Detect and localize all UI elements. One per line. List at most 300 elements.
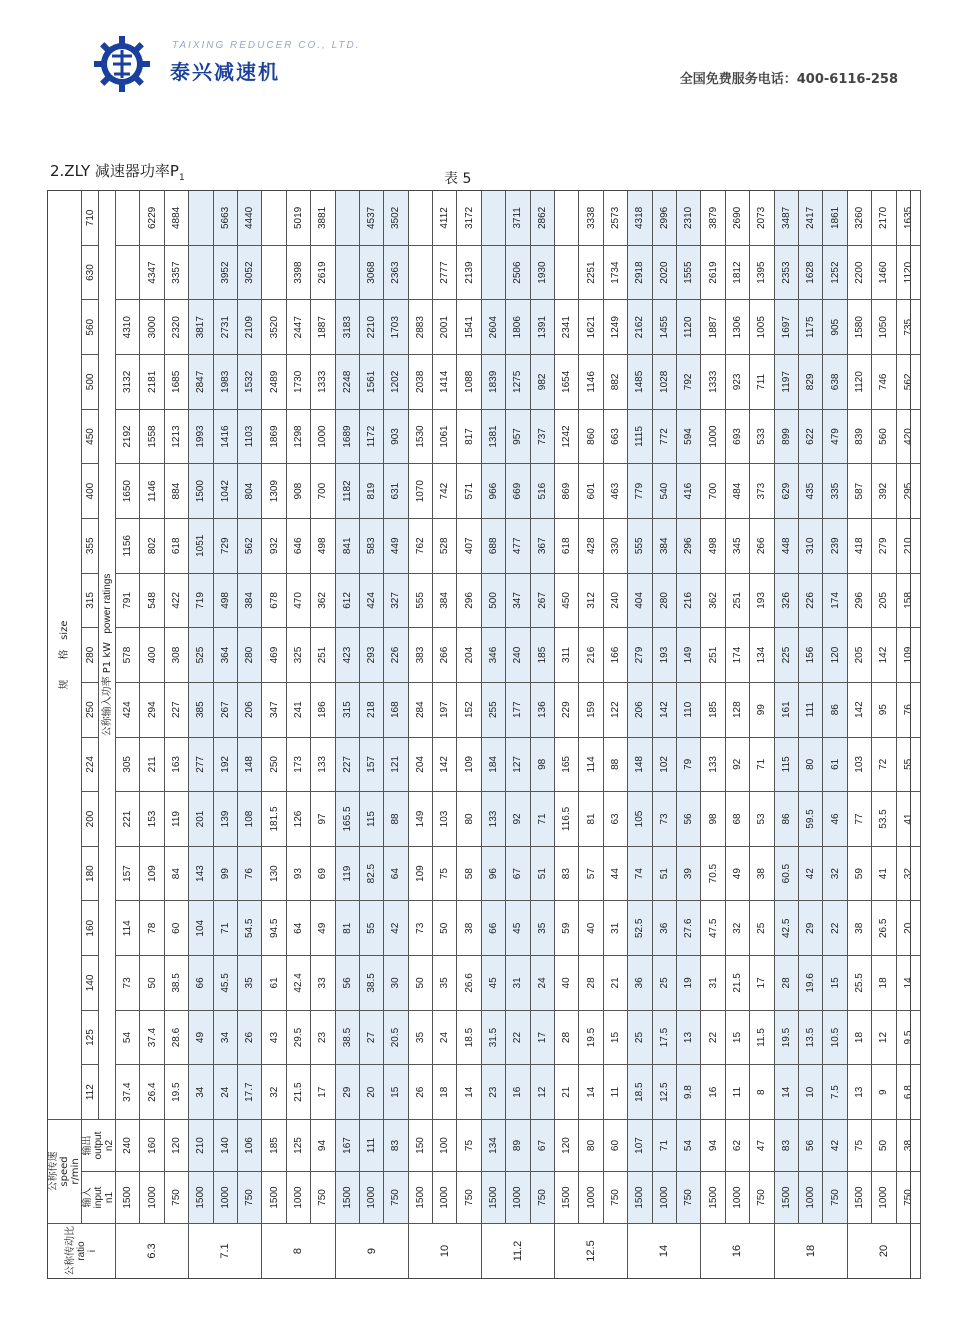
power-cell: 31 <box>603 901 627 956</box>
power-cell: 638 <box>823 355 847 410</box>
power-cell: 612 <box>335 573 359 628</box>
power-cell: 1930 <box>530 245 554 300</box>
power-cell: 839 <box>847 409 871 464</box>
power-cell: 142 <box>652 682 676 737</box>
power-cell: 1051 <box>189 518 213 573</box>
power-cell: 38.5 <box>359 956 383 1011</box>
table-row <box>262 191 286 1279</box>
power-cell: 35 <box>433 956 457 1011</box>
power-cell: 86 <box>774 792 798 847</box>
power-cell: 38 <box>750 846 774 901</box>
power-cell: 35 <box>237 956 261 1011</box>
output-speed-cell: 42 <box>823 1120 847 1172</box>
table-label: 表 5 <box>444 171 472 187</box>
power-cell: 1061 <box>433 409 457 464</box>
service-hotline: 全国免费服务电话：400-6116-258 <box>679 72 898 87</box>
power-cell: 3183 <box>335 300 359 355</box>
power-cell: 163 <box>164 737 188 792</box>
power-cell: 1333 <box>701 355 725 410</box>
power-cell: 3817 <box>189 300 213 355</box>
power-cell: 1197 <box>774 355 798 410</box>
input-header-symbol: n1 <box>104 1191 115 1204</box>
power-cell: 449 <box>384 518 408 573</box>
power-cell: 347 <box>506 573 530 628</box>
power-cell: 528 <box>433 518 457 573</box>
power-cell: 325 <box>286 628 310 683</box>
output-speed-cell: 185 <box>262 1120 286 1172</box>
power-cell: 540 <box>652 464 676 519</box>
power-cell: 50 <box>433 901 457 956</box>
power-cell: 43 <box>262 1010 286 1065</box>
power-cell: 1115 <box>628 409 652 464</box>
input-speed-cell: 1000 <box>652 1172 676 1224</box>
power-cell: 69 <box>311 846 335 901</box>
power-cell: 109 <box>896 628 921 683</box>
power-cell: 469 <box>262 628 286 683</box>
power-cell: 2251 <box>579 245 603 300</box>
power-cell: 2918 <box>628 245 652 300</box>
table-row <box>872 191 896 1279</box>
power-cell: 2320 <box>164 300 188 355</box>
speed-header-unit: r/min <box>70 1158 81 1185</box>
power-cell <box>335 191 359 246</box>
power-cell: 38 <box>847 901 871 956</box>
power-cell: 384 <box>237 573 261 628</box>
power-cell: 982 <box>530 355 554 410</box>
power-cell: 470 <box>286 573 310 628</box>
power-cell: 49 <box>311 901 335 956</box>
power-cell: 296 <box>676 518 700 573</box>
power-cell: 53.5 <box>872 792 896 847</box>
power-cell: 1887 <box>311 300 335 355</box>
power-cell: 77 <box>847 792 871 847</box>
input-speed-cell: 1500 <box>774 1172 798 1224</box>
power-cell: 32 <box>896 846 921 901</box>
power-cell: 21.5 <box>725 956 749 1011</box>
size-column-header: 280 <box>82 628 99 683</box>
power-cell: 88 <box>384 792 408 847</box>
power-cell: 149 <box>676 628 700 683</box>
power-cell: 308 <box>164 628 188 683</box>
power-cell: 296 <box>847 573 871 628</box>
power-cell: 25 <box>750 901 774 956</box>
power-cell: 15 <box>384 1065 408 1120</box>
input-speed-cell: 1500 <box>628 1172 652 1224</box>
power-cell: 1156 <box>116 518 140 573</box>
output-speed-cell: 67 <box>530 1120 554 1172</box>
power-cell: 663 <box>603 409 627 464</box>
power-cell: 1175 <box>798 300 822 355</box>
power-cell: 218 <box>359 682 383 737</box>
power-cell: 1000 <box>701 409 725 464</box>
power-cell: 186 <box>311 682 335 737</box>
power-cell: 227 <box>164 682 188 737</box>
power-cell: 192 <box>213 737 237 792</box>
power-cell: 392 <box>872 464 896 519</box>
power-cell: 1391 <box>530 300 554 355</box>
power-cell: 204 <box>408 737 432 792</box>
power-cell: 66 <box>481 901 505 956</box>
power-cell: 142 <box>433 737 457 792</box>
power-cell: 66 <box>189 956 213 1011</box>
power-cell: 310 <box>798 518 822 573</box>
power-cell: 2847 <box>189 355 213 410</box>
size-column-header: 355 <box>82 518 99 573</box>
power-cell: 2996 <box>652 191 676 246</box>
power-cell: 1460 <box>872 245 896 300</box>
power-cell: 251 <box>725 573 749 628</box>
power-cell: 22 <box>701 1010 725 1065</box>
power-cell: 3879 <box>701 191 725 246</box>
power-cell: 555 <box>408 573 432 628</box>
power-cell: 28 <box>579 956 603 1011</box>
power-cell: 29 <box>335 1065 359 1120</box>
power-cell: 204 <box>457 628 481 683</box>
power-cell: 64 <box>286 901 310 956</box>
size-column-header: 180 <box>82 846 99 901</box>
power-cell: 2447 <box>286 300 310 355</box>
size-column-header: 710 <box>82 191 99 246</box>
power-cell: 311 <box>555 628 579 683</box>
power-cell: 1213 <box>164 409 188 464</box>
output-speed-cell: 106 <box>237 1120 261 1172</box>
power-cell: 31 <box>506 956 530 1011</box>
power-cell: 37.4 <box>140 1010 164 1065</box>
input-speed-cell: 1500 <box>189 1172 213 1224</box>
input-speed-cell: 1500 <box>701 1172 725 1224</box>
power-cell: 966 <box>481 464 505 519</box>
power-cell: 68 <box>725 792 749 847</box>
power-cell: 583 <box>359 518 383 573</box>
power-cell: 346 <box>481 628 505 683</box>
output-speed-cell: 89 <box>506 1120 530 1172</box>
input-speed-cell: 1000 <box>359 1172 383 1224</box>
power-cell: 35 <box>408 1010 432 1065</box>
power-cell: 477 <box>506 518 530 573</box>
power-cell: 423 <box>335 628 359 683</box>
power-cell: 50 <box>140 956 164 1011</box>
power-cell: 2001 <box>433 300 457 355</box>
power-cell: 562 <box>896 355 921 410</box>
size-column-header: 400 <box>82 464 99 519</box>
input-speed-cell: 750 <box>676 1172 700 1224</box>
power-cell: 2109 <box>237 300 261 355</box>
power-cell: 20 <box>896 901 921 956</box>
input-speed-cell: 1000 <box>506 1172 530 1224</box>
power-cell: 1120 <box>847 355 871 410</box>
power-cell: 25 <box>652 956 676 1011</box>
power-cell: 70.5 <box>701 846 725 901</box>
output-speed-cell: 83 <box>774 1120 798 1172</box>
power-cell: 142 <box>872 628 896 683</box>
power-cell: 899 <box>774 409 798 464</box>
power-cell: 58 <box>457 846 481 901</box>
power-cell: 1005 <box>750 300 774 355</box>
power-cell: 3052 <box>237 245 261 300</box>
power-cell: 364 <box>213 628 237 683</box>
input-speed-cell: 1000 <box>286 1172 310 1224</box>
power-cell: 9.5 <box>896 1010 921 1065</box>
section-title-subscript: 1 <box>178 173 185 183</box>
power-cell: 63 <box>603 792 627 847</box>
power-cell: 1252 <box>823 245 847 300</box>
table-row <box>335 191 359 1279</box>
power-cell: 373 <box>750 464 774 519</box>
power-cell: 14 <box>896 956 921 1011</box>
input-speed-cell: 1500 <box>116 1172 140 1224</box>
power-cell: 22 <box>506 1010 530 1065</box>
power-cell: 18 <box>872 956 896 1011</box>
power-cell: 362 <box>311 573 335 628</box>
power-cell: 1395 <box>750 245 774 300</box>
power-cell: 72 <box>872 737 896 792</box>
power-cell: 817 <box>457 409 481 464</box>
power-cell: 1088 <box>457 355 481 410</box>
table-row <box>652 191 676 1279</box>
power-cell: 21.5 <box>286 1065 310 1120</box>
power-cell: 1730 <box>286 355 310 410</box>
power-cell: 114 <box>579 737 603 792</box>
power-cell: 1806 <box>506 300 530 355</box>
power-cell: 905 <box>823 300 847 355</box>
power-cell: 142 <box>847 682 871 737</box>
power-cell: 226 <box>384 628 408 683</box>
power-cell: 109 <box>140 846 164 901</box>
power-cell: 98 <box>530 737 554 792</box>
power-cell: 40 <box>579 901 603 956</box>
power-cell: 159 <box>579 682 603 737</box>
power-cell: 2417 <box>798 191 822 246</box>
power-cell: 174 <box>823 573 847 628</box>
output-speed-cell: 125 <box>286 1120 310 1172</box>
power-cell: 869 <box>555 464 579 519</box>
size-column-header: 140 <box>82 956 99 1011</box>
power-cell: 98 <box>701 792 725 847</box>
power-cell: 29 <box>798 901 822 956</box>
input-speed-cell: 1000 <box>579 1172 603 1224</box>
output-header-symbol: n2 <box>104 1139 115 1152</box>
table-row <box>847 191 871 1279</box>
power-cell: 92 <box>506 792 530 847</box>
power-cell: 120 <box>823 628 847 683</box>
power-cell: 860 <box>579 409 603 464</box>
ratio-cell: 10 <box>408 1224 481 1279</box>
header-row-2 <box>82 191 99 1279</box>
power-cell: 1555 <box>676 245 700 300</box>
power-cell: 383 <box>408 628 432 683</box>
power-cell: 59 <box>555 901 579 956</box>
power-cell: 560 <box>872 409 896 464</box>
power-cell: 829 <box>798 355 822 410</box>
power-cell: 3000 <box>140 300 164 355</box>
power-cell: 59.5 <box>798 792 822 847</box>
power-cell: 957 <box>506 409 530 464</box>
power-cell: 562 <box>237 518 261 573</box>
power-cell: 18 <box>433 1065 457 1120</box>
power-cell <box>555 191 579 246</box>
size-column-header: 315 <box>82 573 99 628</box>
power-cell: 1654 <box>555 355 579 410</box>
power-cell: 241 <box>286 682 310 737</box>
power-cell: 26.5 <box>872 901 896 956</box>
size-column-header: 160 <box>82 901 99 956</box>
power-cell: 416 <box>676 464 700 519</box>
power-cell: 18 <box>847 1010 871 1065</box>
power-cell: 1298 <box>286 409 310 464</box>
power-cell: 157 <box>116 846 140 901</box>
power-cell: 67 <box>506 846 530 901</box>
power-cell: 166 <box>603 628 627 683</box>
power-cell: 51 <box>652 846 676 901</box>
power-cell: 11 <box>725 1065 749 1120</box>
power-cell: 3068 <box>359 245 383 300</box>
power-cell: 279 <box>872 518 896 573</box>
output-speed-cell: 120 <box>555 1120 579 1172</box>
power-cell: 3711 <box>506 191 530 246</box>
power-cell: 772 <box>652 409 676 464</box>
power-cell: 26.6 <box>457 956 481 1011</box>
power-cell: 46 <box>823 792 847 847</box>
power-cell: 2619 <box>311 245 335 300</box>
power-cell: 424 <box>359 573 383 628</box>
power-cell: 2181 <box>140 355 164 410</box>
input-speed-cell: 750 <box>603 1172 627 1224</box>
power-cell: 2731 <box>213 300 237 355</box>
power-cell <box>408 245 432 300</box>
power-cell: 295 <box>896 464 921 519</box>
speed-header <box>48 1120 82 1224</box>
power-cell: 111 <box>798 682 822 737</box>
power-cell: 73 <box>408 901 432 956</box>
table-row <box>774 191 798 1279</box>
power-cell: 1869 <box>262 409 286 464</box>
power-cell <box>408 191 432 246</box>
power-cell: 47.5 <box>701 901 725 956</box>
power-cell: 3260 <box>847 191 871 246</box>
power-cell: 42.5 <box>774 901 798 956</box>
output-speed-cell: 134 <box>481 1120 505 1172</box>
output-speed-cell: 107 <box>628 1120 652 1172</box>
power-cell: 153 <box>140 792 164 847</box>
input-speed-header <box>82 1172 116 1224</box>
power-cell: 13.5 <box>798 1010 822 1065</box>
power-cell: 115 <box>359 792 383 847</box>
output-speed-cell: 38 <box>896 1120 921 1172</box>
power-cell: 42 <box>798 846 822 901</box>
power-cell: 95 <box>872 682 896 737</box>
power-cell: 161 <box>774 682 798 737</box>
power-cell: 601 <box>579 464 603 519</box>
power-cell: 71 <box>530 792 554 847</box>
power-cell: 1685 <box>164 355 188 410</box>
power-cell: 122 <box>603 682 627 737</box>
power-cell: 587 <box>847 464 871 519</box>
power-cell: 18.5 <box>628 1065 652 1120</box>
power-cell: 3172 <box>457 191 481 246</box>
power-cell: 157 <box>359 737 383 792</box>
power-cell: 9 <box>872 1065 896 1120</box>
output-speed-cell: 160 <box>140 1120 164 1172</box>
power-cell: 45 <box>481 956 505 1011</box>
size-column-header: 560 <box>82 300 99 355</box>
power-cell: 19.6 <box>798 956 822 1011</box>
input-speed-cell: 1500 <box>847 1172 871 1224</box>
table-row <box>725 191 749 1279</box>
power-cell: 102 <box>652 737 676 792</box>
power-cell: 27 <box>359 1010 383 1065</box>
power-cell: 26 <box>408 1065 432 1120</box>
power-cell: 296 <box>457 573 481 628</box>
power-cell: 27.6 <box>676 901 700 956</box>
table-row <box>213 191 237 1279</box>
power-cell: 97 <box>311 792 335 847</box>
power-cell: 17 <box>311 1065 335 1120</box>
power-cell: 130 <box>262 846 286 901</box>
power-cell: 2363 <box>384 245 408 300</box>
power-cell: 149 <box>408 792 432 847</box>
power-cell: 19.5 <box>579 1010 603 1065</box>
header-row-3 <box>99 191 116 1279</box>
power-cell: 5663 <box>213 191 237 246</box>
power-cell: 20.5 <box>384 1010 408 1065</box>
power-cell: 32 <box>823 846 847 901</box>
power-cell: 49 <box>189 1010 213 1065</box>
input-speed-cell: 1500 <box>481 1172 505 1224</box>
power-cell: 2170 <box>872 191 896 246</box>
size-column-header: 112 <box>82 1065 99 1120</box>
power-cell: 315 <box>335 682 359 737</box>
power-cell: 903 <box>384 409 408 464</box>
power-cell: 165 <box>555 737 579 792</box>
power-cell: 143 <box>189 846 213 901</box>
power-cell: 61 <box>823 737 847 792</box>
ratio-cell: 12.5 <box>555 1224 628 1279</box>
power-cell: 384 <box>652 518 676 573</box>
power-cell: 618 <box>164 518 188 573</box>
power-cell: 500 <box>481 573 505 628</box>
power-cell: 71 <box>750 737 774 792</box>
power-cell: 17 <box>530 1010 554 1065</box>
power-cell: 1146 <box>579 355 603 410</box>
ratio-cell: 18 <box>774 1224 847 1279</box>
power-cell: 312 <box>579 573 603 628</box>
power-cell: 1530 <box>408 409 432 464</box>
table-row <box>896 191 921 1279</box>
power-cell: 450 <box>555 573 579 628</box>
power-cell: 78 <box>140 901 164 956</box>
table-row <box>701 191 725 1279</box>
power-cell <box>116 245 140 300</box>
power-cell: 700 <box>311 464 335 519</box>
power-cell: 1650 <box>116 464 140 519</box>
size-header-en: size <box>59 620 70 640</box>
power-cell: 10 <box>798 1065 822 1120</box>
power-cell: 266 <box>433 628 457 683</box>
power-cell: 54.5 <box>237 901 261 956</box>
power-cell: 57 <box>579 846 603 901</box>
power-cell: 3487 <box>774 191 798 246</box>
power-cell: 74 <box>628 846 652 901</box>
power-cell: 173 <box>286 737 310 792</box>
power-cell: 479 <box>823 409 847 464</box>
power-cell: 16 <box>506 1065 530 1120</box>
ratio-header-symbol: i <box>87 1249 98 1253</box>
ratio-header-en: ratio <box>76 1241 87 1261</box>
power-cell: 251 <box>701 628 725 683</box>
power-cell: 678 <box>262 573 286 628</box>
power-cell: 109 <box>408 846 432 901</box>
power-cell <box>189 191 213 246</box>
